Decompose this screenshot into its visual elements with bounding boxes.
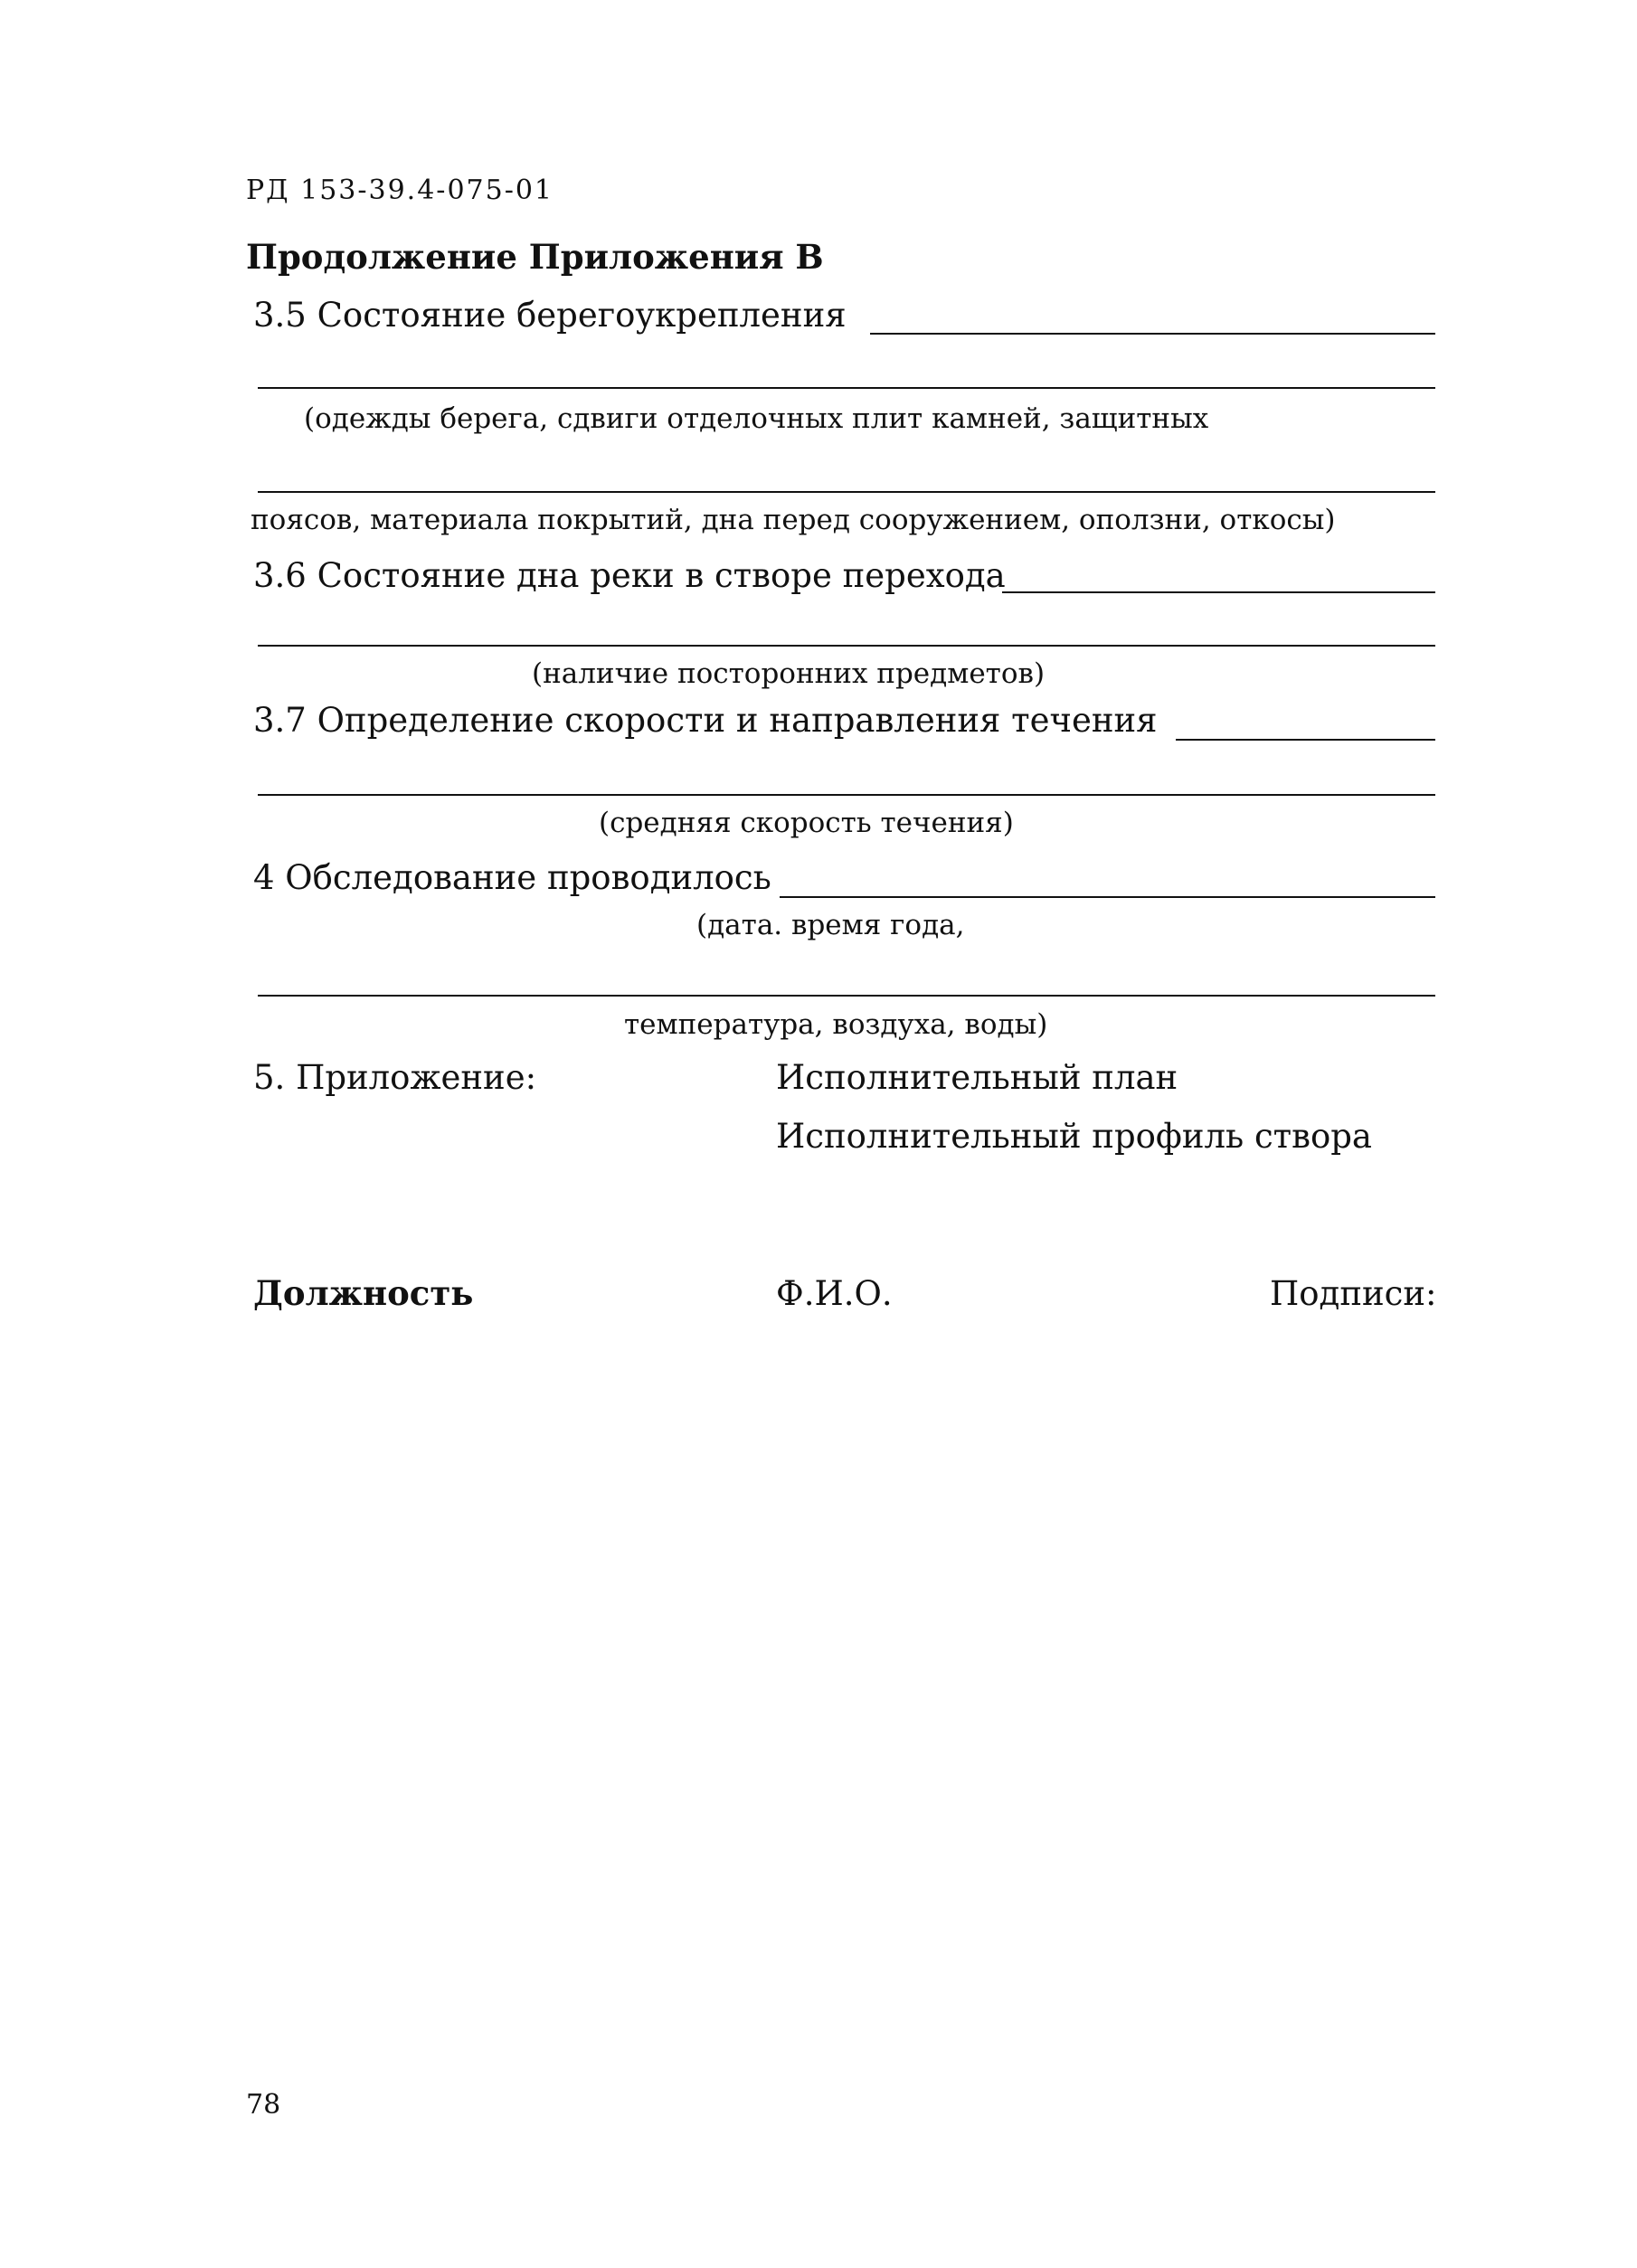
section-5-label: 5. Приложение: <box>253 1058 537 1097</box>
page-number: 78 <box>246 2089 281 2121</box>
section-4-line-1 <box>780 896 1435 898</box>
page-title: Продолжение Приложения В <box>246 237 824 277</box>
section-4-line-2 <box>258 995 1435 997</box>
position-column-label: Должность <box>253 1273 474 1313</box>
document-code: РД 153-39.4-075-01 <box>246 175 554 206</box>
name-column-label: Ф.И.О. <box>776 1274 893 1313</box>
section-3-5-line-3 <box>258 491 1435 493</box>
section-3-5-hint-1: (одежды берега, сдвиги отделочных плит камней, защитных <box>304 402 1209 435</box>
section-4-hint-1: (дата. время года, <box>696 909 965 941</box>
section-3-7-label: 3.7 Определение скорости и направления течения <box>253 701 1158 740</box>
section-3-6-label: 3.6 Состояние дна реки в створе перехода <box>253 556 1006 595</box>
section-3-7-line-1 <box>1176 739 1435 741</box>
appendix-item-2: Исполнительный профиль створа <box>776 1117 1372 1156</box>
section-3-7-hint: (средняя скорость течения) <box>599 807 1014 839</box>
section-3-5-line-2 <box>258 387 1435 389</box>
section-3-6-hint: (наличие посторонних предметов) <box>532 657 1046 690</box>
section-4-label: 4 Обследование проводилось <box>253 858 771 897</box>
section-3-6-line-2 <box>258 645 1435 647</box>
section-3-5-line-1 <box>870 333 1435 335</box>
section-4-hint-2: температура, воздуха, воды) <box>624 1008 1048 1041</box>
section-3-6-line-1 <box>1002 591 1435 593</box>
signatures-column-label: Подписи: <box>1270 1274 1437 1313</box>
section-3-7-line-2 <box>258 794 1435 796</box>
section-3-5-hint-2: поясов, материала покрытий, дна перед сооружением, оползни, откосы) <box>251 504 1336 536</box>
appendix-item-1: Исполнительный план <box>776 1058 1178 1097</box>
section-3-5-label: 3.5 Состояние берегоукрепления <box>253 296 847 335</box>
